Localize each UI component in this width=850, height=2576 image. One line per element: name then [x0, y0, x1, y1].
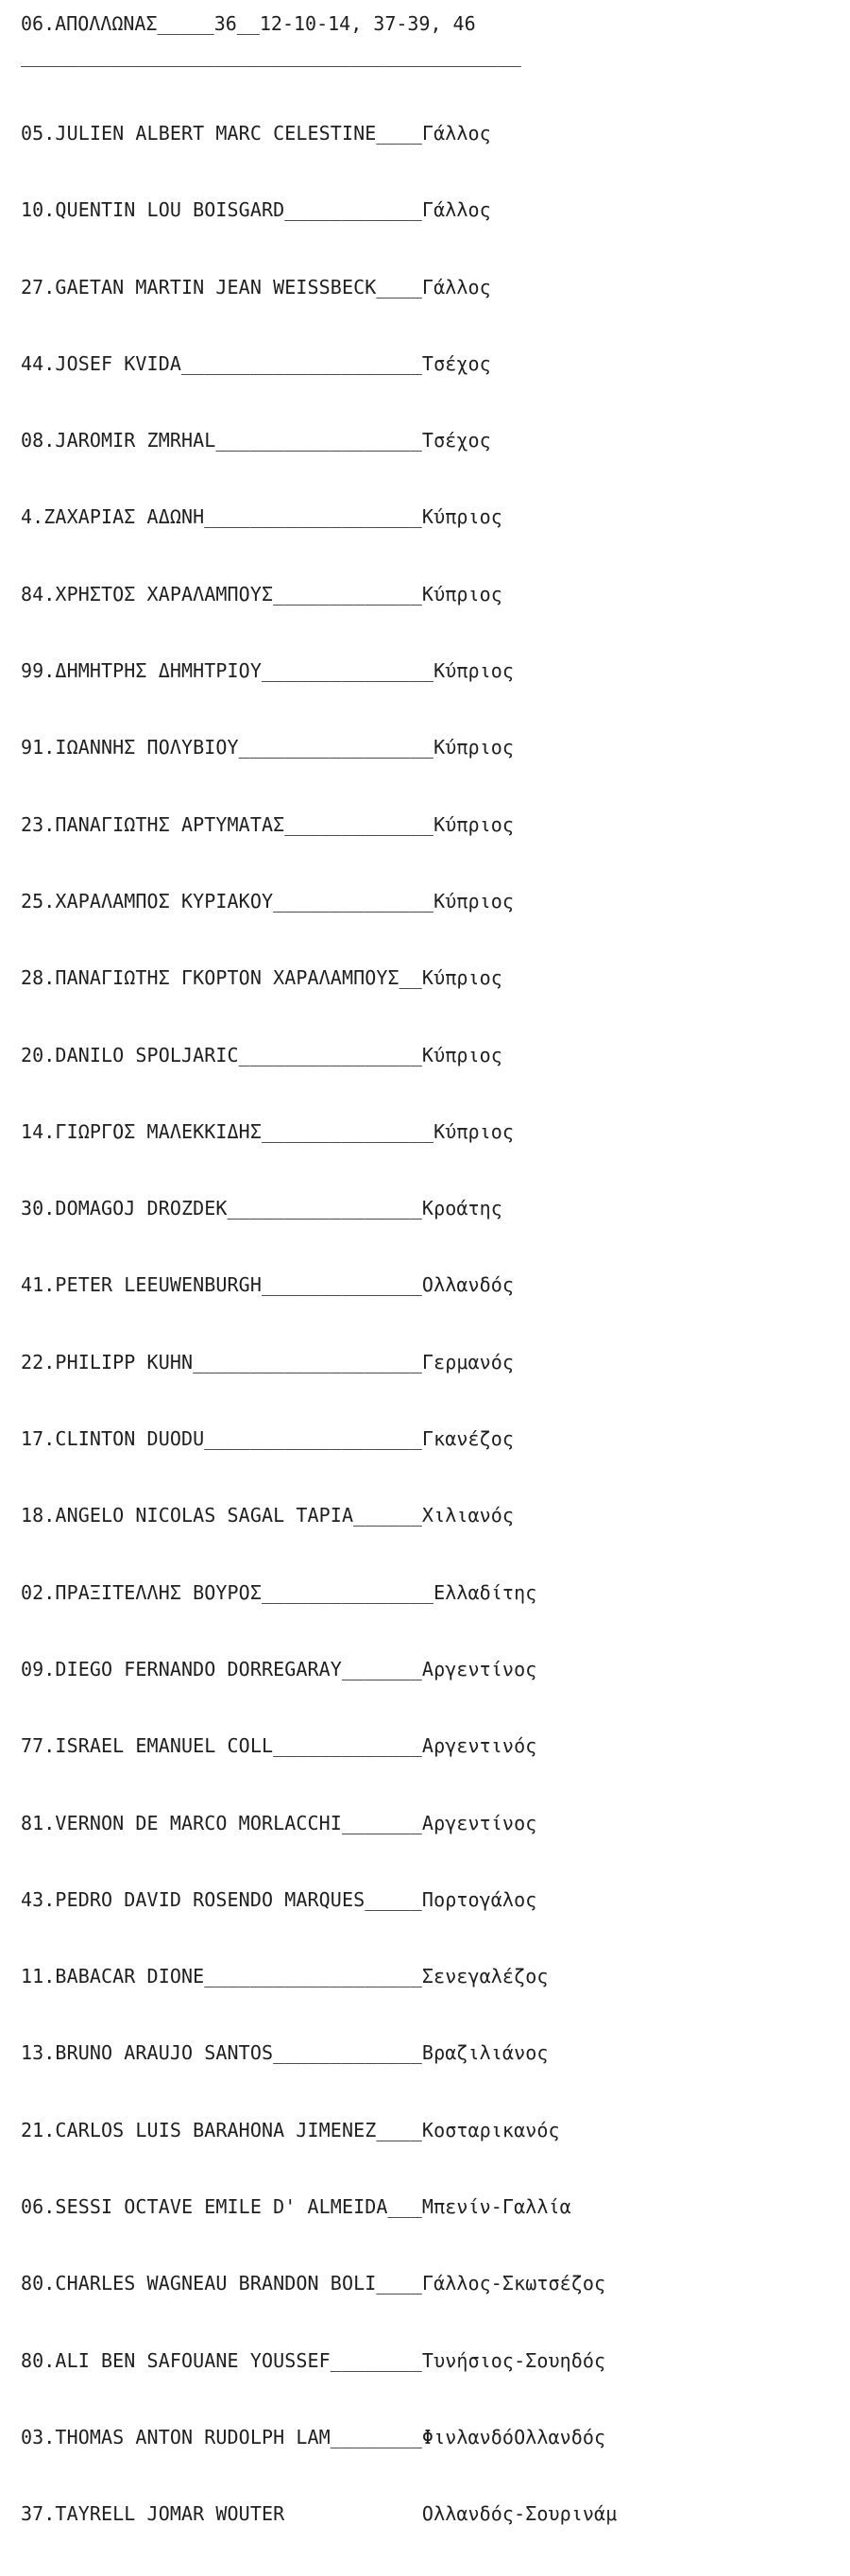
list-item: 30.DOMAGOJ DROZDEK_________________Κροάτης: [21, 1197, 502, 1220]
list-item: 02.ΠΡΑΞΙΤΕΛΛΗΣ ΒΟΥΡΟΣ_______________Ελλαδίτης: [21, 1580, 537, 1604]
list-item: 14.ΓΙΩΡΓΟΣ ΜΑΛΕΚΚΙΔΗΣ_______________Κύπριος: [21, 1119, 515, 1143]
list-item: 41.PETER LEEUWENBURGH______________Ολλανδός: [21, 1273, 515, 1297]
list-item: 22.PHILIPP KUHN____________________Γερμανός: [21, 1350, 515, 1373]
list-item: 80.CHARLES WAGNEAU BRANDON BOLI____Γάλλος-Σκωτσέζος: [21, 2272, 606, 2295]
list-item: 37.TAYRELL JOMAR WOUTER Ολλανδός-Σουρινάμ: [21, 2502, 618, 2526]
list-item: 08.JAROMIR ZMRHAL__________________Τσέχος: [21, 429, 491, 452]
list-item: 06.SESSI OCTAVE EMILE D' ALMEIDA___Μπενίν-Γαλλία: [21, 2195, 571, 2219]
list-item: 21.CARLOS LUIS BARAHONA JIMENEZ____Κοσταρικανός: [21, 2118, 560, 2141]
list-item: 17.CLINTON DUODU___________________Γκανέζος: [21, 1427, 515, 1451]
list-item: 4.ΖΑΧΑΡΙΑΣ ΑΔΩΝΗ___________________Κύπριος: [21, 505, 502, 529]
list-item: 05.JULIEN ALBERT MARC CELESTINE____Γάλλος: [21, 122, 491, 145]
list-item: 10.QUENTIN LOU BOISGARD____________Γάλλος: [21, 198, 491, 222]
team-header: 06.ΑΠΟΛΛΩΝΑΣ_____36__12-10-14, 37-39, 46: [21, 12, 476, 35]
list-item: 28.ΠΑΝΑΓΙΩΤΗΣ ΓΚΟΡΤΟΝ ΧΑΡΑΛΑΜΠΟΥΣ__Κύπριος: [21, 966, 502, 990]
list-item: 25.ΧΑΡΑΛΑΜΠΟΣ ΚΥΡΙΑΚΟΥ______________Κύπριος: [21, 889, 515, 913]
list-item: 43.PEDRO DAVID ROSENDO MARQUES_____Πορτογάλος: [21, 1887, 537, 1911]
list-item: 20.DANILO SPOLJARIC________________Κύπριος: [21, 1043, 502, 1066]
list-item: 09.DIEGO FERNANDO DORREGARAY_______Αργεντίνος: [21, 1657, 537, 1680]
document-page: [21, 0, 850, 2526]
list-item: 91.ΙΩΑΝΝΗΣ ΠΟΛΥΒΙΟΥ_________________Κύπριος: [21, 736, 515, 759]
list-item: 03.THOMAS ANTON RUDOLPH LAM________ΦινλανδόΟλλανδός: [21, 2425, 606, 2448]
list-item: 11.BABACAR DIONE___________________Σενεγαλέζος: [21, 1965, 549, 1988]
list-item: 18.ANGELO NICOLAS SAGAL TAPIA______Χιλιανός: [21, 1504, 515, 1527]
list-item: 27.GAETAN MARTIN JEAN WEISSBECK____Γάλλος: [21, 275, 491, 299]
list-item: 84.ΧΡΗΣΤΟΣ ΧΑΡΑΛΑΜΠΟΥΣ_____________Κύπριος: [21, 582, 502, 606]
list-item: 80.ALI BEN SAFOUANE YOUSSEF________Τυνήσιος-Σουηδός: [21, 2348, 606, 2372]
player-list: [21, 73, 617, 2576]
list-item: 81.VERNON DE MARCO MORLACCHI_______Αργεντίνος: [21, 1811, 537, 1834]
list-item: 13.BRUNO ARAUJO SANTOS_____________Βραζιλιάνος: [21, 2041, 549, 2065]
list-item: 77.ISRAEL EMANUEL COLL_____________Αργεντινός: [21, 1734, 537, 1758]
separator-line: ____________________________________________: [21, 44, 521, 67]
list-item: 23.ΠΑΝΑΓΙΩΤΗΣ ΑΡΤΥΜΑΤΑΣ_____________Κύπριος: [21, 812, 515, 836]
list-item: 99.ΔΗΜΗΤΡΗΣ ΔΗΜΗΤΡΙΟΥ_______________Κύπριος: [21, 659, 515, 683]
list-item: 44.JOSEF KVIDA_____________________Τσέχος: [21, 351, 491, 375]
